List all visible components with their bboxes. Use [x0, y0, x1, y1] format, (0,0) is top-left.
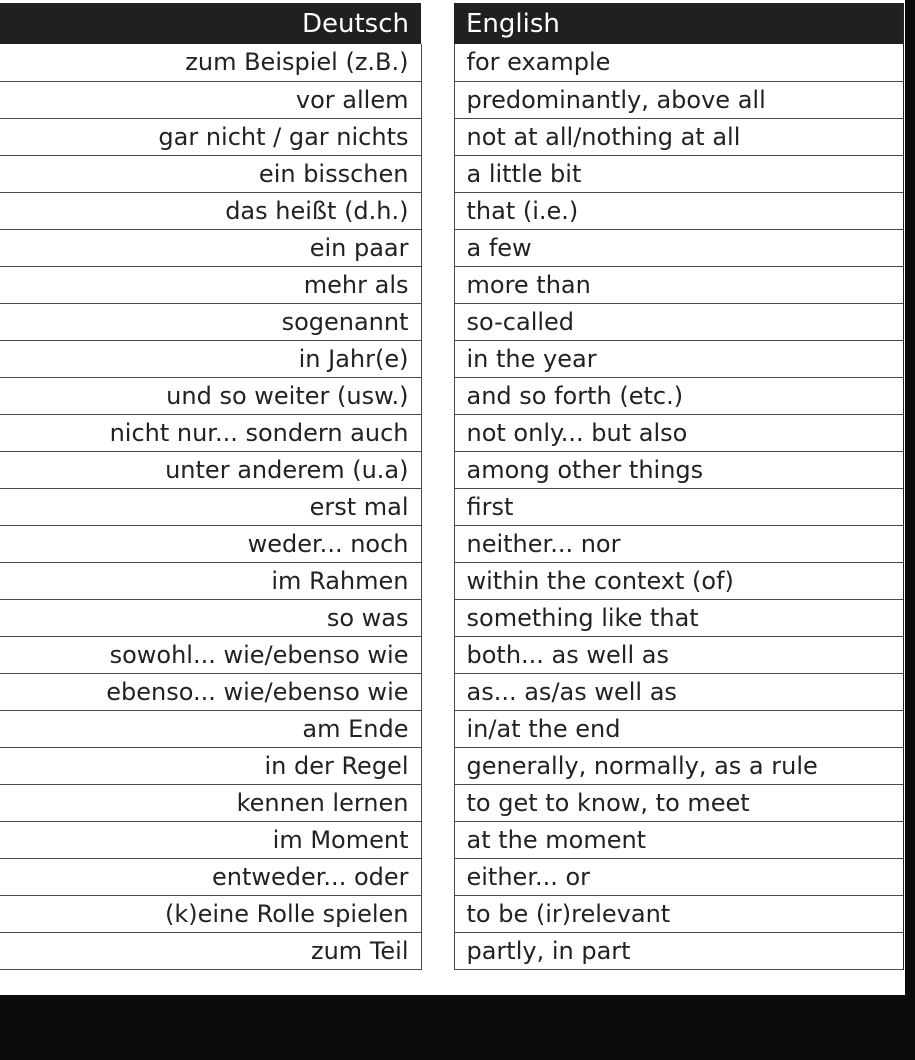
column-spacer — [421, 747, 454, 784]
table-row — [0, 525, 903, 562]
table-row — [0, 747, 903, 784]
english-translation: at the moment — [454, 821, 903, 858]
table-row — [0, 784, 903, 821]
english-translation: and so forth (etc.) — [454, 377, 903, 414]
vocabulary-table — [0, 3, 903, 970]
english-translation: first — [454, 488, 903, 525]
german-term: im Rahmen — [0, 562, 421, 599]
table-row — [0, 155, 903, 192]
english-translation: neither... nor — [454, 525, 903, 562]
table-row — [0, 229, 903, 266]
english-translation: among other things — [454, 451, 903, 488]
table-header-row — [0, 3, 903, 44]
column-spacer — [421, 377, 454, 414]
table-row — [0, 673, 903, 710]
german-term: und so weiter (usw.) — [0, 377, 421, 414]
english-translation: so-called — [454, 303, 903, 340]
english-translation: predominantly, above all — [454, 81, 903, 118]
german-term: (k)eine Rolle spielen — [0, 895, 421, 932]
english-translation: not at all/nothing at all — [454, 118, 903, 155]
vocabulary-rows — [0, 44, 903, 969]
column-spacer — [421, 3, 454, 44]
table-row — [0, 451, 903, 488]
english-translation: partly, in part — [454, 932, 903, 969]
column-spacer — [421, 414, 454, 451]
column-spacer — [421, 895, 454, 932]
english-translation: a little bit — [454, 155, 903, 192]
english-translation: both... as well as — [454, 636, 903, 673]
column-spacer — [421, 821, 454, 858]
german-term: entweder... oder — [0, 858, 421, 895]
column-spacer — [421, 118, 454, 155]
table-row — [0, 858, 903, 895]
german-term: vor allem — [0, 81, 421, 118]
column-spacer — [421, 266, 454, 303]
english-translation: generally, normally, as a rule — [454, 747, 903, 784]
english-translation: not only... but also — [454, 414, 903, 451]
table-row — [0, 895, 903, 932]
column-spacer — [421, 229, 454, 266]
column-spacer — [421, 784, 454, 821]
column-spacer — [421, 710, 454, 747]
german-term: kennen lernen — [0, 784, 421, 821]
english-translation: in/at the end — [454, 710, 903, 747]
german-term: erst mal — [0, 488, 421, 525]
column-spacer — [421, 525, 454, 562]
german-term: unter anderem (u.a) — [0, 451, 421, 488]
english-translation: more than — [454, 266, 903, 303]
table-row — [0, 44, 903, 81]
column-spacer — [421, 44, 454, 81]
german-term: im Moment — [0, 821, 421, 858]
table-row — [0, 377, 903, 414]
german-term: ein paar — [0, 229, 421, 266]
german-term: weder... noch — [0, 525, 421, 562]
german-term: gar nicht / gar nichts — [0, 118, 421, 155]
english-translation: as... as/as well as — [454, 673, 903, 710]
table-row — [0, 710, 903, 747]
german-term: nicht nur... sondern auch — [0, 414, 421, 451]
column-spacer — [421, 858, 454, 895]
column-spacer — [421, 303, 454, 340]
english-translation: that (i.e.) — [454, 192, 903, 229]
english-translation: to be (ir)relevant — [454, 895, 903, 932]
column-spacer — [421, 636, 454, 673]
vocabulary-table-container — [0, 3, 904, 970]
column-spacer — [421, 451, 454, 488]
german-term: das heißt (d.h.) — [0, 192, 421, 229]
table-row — [0, 118, 903, 155]
german-term: in Jahr(e) — [0, 340, 421, 377]
column-spacer — [421, 340, 454, 377]
english-translation: something like that — [454, 599, 903, 636]
german-term: zum Beispiel (z.B.) — [0, 44, 421, 81]
table-row — [0, 340, 903, 377]
column-spacer — [421, 155, 454, 192]
english-translation: a few — [454, 229, 903, 266]
table-row — [0, 932, 903, 969]
table-row — [0, 266, 903, 303]
english-translation: in the year — [454, 340, 903, 377]
english-translation: within the context (of) — [454, 562, 903, 599]
column-spacer — [421, 673, 454, 710]
german-term: sogenannt — [0, 303, 421, 340]
german-term: sowohl... wie/ebenso wie — [0, 636, 421, 673]
table-row — [0, 562, 903, 599]
column-spacer — [421, 488, 454, 525]
table-row — [0, 414, 903, 451]
table-row — [0, 192, 903, 229]
english-translation: to get to know, to meet — [454, 784, 903, 821]
column-spacer — [421, 81, 454, 118]
german-term: mehr als — [0, 266, 421, 303]
table-row — [0, 599, 903, 636]
table-row — [0, 821, 903, 858]
table-row — [0, 303, 903, 340]
german-term: zum Teil — [0, 932, 421, 969]
german-term: ebenso... wie/ebenso wie — [0, 673, 421, 710]
bottom-dark-band — [0, 1005, 915, 1060]
english-translation: either... or — [454, 858, 903, 895]
column-spacer — [421, 599, 454, 636]
column-spacer — [421, 562, 454, 599]
german-column-header: Deutsch — [0, 3, 421, 44]
german-term: ein bisschen — [0, 155, 421, 192]
german-term: so was — [0, 599, 421, 636]
column-spacer — [421, 192, 454, 229]
german-term: in der Regel — [0, 747, 421, 784]
table-row — [0, 81, 903, 118]
table-row — [0, 636, 903, 673]
column-spacer — [421, 932, 454, 969]
english-translation: for example — [454, 44, 903, 81]
table-row — [0, 488, 903, 525]
german-term: am Ende — [0, 710, 421, 747]
english-column-header: English — [454, 3, 903, 44]
